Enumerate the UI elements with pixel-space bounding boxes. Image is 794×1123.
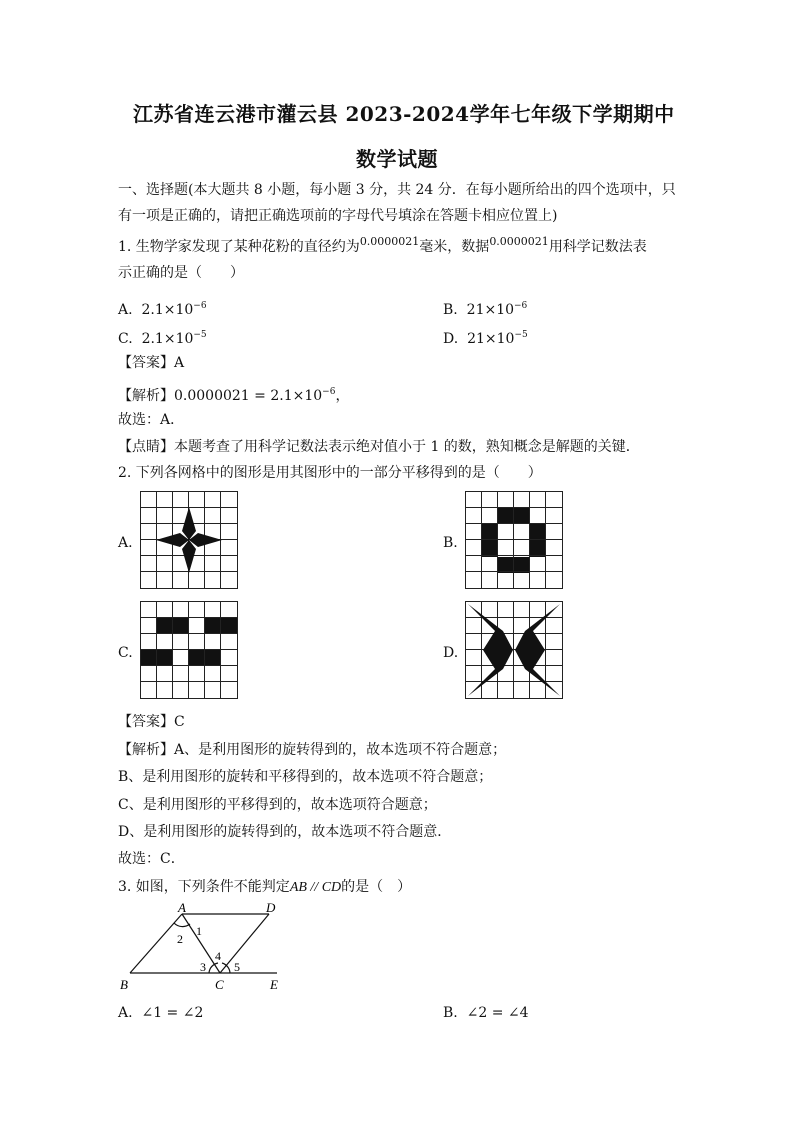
q1-choose: 故选：A．	[118, 412, 185, 428]
q1-option-a-letter: A.	[118, 302, 133, 318]
q1-stem-c: 用科学记数法表	[548, 239, 647, 255]
q3-option-a-text: ∠1 = ∠2	[141, 1005, 204, 1021]
q3-angle-1: 1	[196, 924, 202, 938]
q2-analysis-line1	[118, 740, 506, 760]
q3-label-d: D	[266, 900, 276, 915]
q3-stem	[118, 877, 411, 898]
q3-option-a	[118, 1003, 203, 1023]
q1-analysis-base: 0.0000021 = 2.1×10	[174, 388, 323, 404]
q3-geometry-figure	[112, 900, 302, 992]
section-instructions-line1: 一、选择题(本大题共 8 小题，每小题 3 分，共 24 分．在每小题所给出的四个选项中，只	[118, 182, 676, 198]
q1-option-a	[118, 296, 207, 320]
q1-option-c-letter: C.	[118, 331, 133, 347]
q1-analysis-exp: −6	[322, 387, 336, 397]
q1-option-b-letter: B.	[443, 302, 458, 318]
q2-answer-tag: 【答案】	[118, 714, 174, 730]
q1-stem-b: 毫米，数据	[419, 239, 490, 255]
q1-option-d-letter: D.	[443, 331, 459, 347]
q3-label-b: B	[120, 977, 128, 992]
q3-angle-3: 3	[200, 960, 206, 974]
q3-label-a: A	[178, 900, 186, 915]
q1-stem-line2: 示正确的是（ ）	[118, 265, 244, 281]
q2-label-b: B.	[443, 535, 458, 551]
q2-grid-c-figure	[140, 601, 238, 699]
q3-angle-2: 2	[177, 932, 183, 946]
q1-number-2: 0.0000021	[489, 235, 549, 248]
q3-stem-math: AB // CD	[289, 880, 342, 895]
q1-option-d	[443, 325, 528, 349]
q2-analysis-tag: 【解析】	[118, 742, 174, 758]
q1-number-1: 0.0000021	[359, 235, 420, 248]
q2-label-c: C.	[118, 645, 133, 661]
q1-option-d-exp: −5	[514, 330, 528, 340]
q2-analysis-d: D、是利用图形的旋转得到的，故本选项不符合题意．	[118, 824, 452, 840]
q3-label-e: E	[270, 977, 278, 992]
section-instructions-line2: 有一项是正确的，请把正确选项前的字母代号填涂在答题卡相应位置上)	[118, 208, 558, 224]
q2-label-a: A.	[118, 535, 133, 551]
q1-answer-value: A	[174, 355, 185, 371]
q3-stem-b: 的是（ ）	[341, 879, 412, 895]
q2-grid-a-figure	[140, 491, 238, 589]
q1-option-b-base: 21×10	[466, 302, 515, 318]
q1-option-a-base: 2.1×10	[141, 302, 194, 318]
q2-answer	[118, 712, 185, 732]
q3-angle-5: 5	[234, 960, 240, 974]
q3-option-b-text: ∠2 = ∠4	[466, 1005, 529, 1021]
q2-grid-d-figure	[465, 601, 563, 699]
q1-analysis	[118, 382, 349, 406]
q3-option-b	[443, 1003, 529, 1023]
q1-option-c-base: 2.1×10	[141, 331, 194, 347]
q2-analysis-c: C、是利用图形的平移得到的，故本选项符合题意；	[118, 797, 437, 813]
q3-label-c: C	[215, 977, 224, 992]
q2-label-d: D.	[443, 645, 459, 661]
q3-stem-a: 3. 如图，下列条件不能判定	[118, 879, 290, 895]
doc-title-line1: 江苏省连云港市灌云县 2023-2024学年七年级下学期期中	[133, 102, 675, 126]
q1-stem-line1	[118, 237, 647, 258]
q1-option-c	[118, 325, 207, 349]
q1-comment-tag: 【点睛】	[118, 439, 174, 455]
q1-answer-tag: 【答案】	[118, 355, 174, 371]
q1-option-a-exp: −6	[193, 301, 207, 311]
q1-option-d-base: 21×10	[467, 331, 515, 347]
q1-option-b-exp: −6	[514, 301, 528, 311]
q1-option-c-exp: −5	[193, 330, 207, 340]
q3-option-b-letter: B.	[443, 1005, 458, 1021]
q2-analysis-b: B、是利用图形的旋转和平移得到的，故本选项不符合题意；	[118, 769, 493, 785]
q2-analysis-a: A、是利用图形的旋转得到的，故本选项不符合题意；	[174, 742, 507, 758]
q2-stem: 2. 下列各网格中的图形是用其图形中的一部分平移得到的是（ ）	[118, 465, 542, 481]
q1-comment	[118, 437, 640, 457]
q1-analysis-tag: 【解析】	[118, 388, 174, 404]
doc-title-line2: 数学试题	[356, 147, 438, 171]
q1-analysis-end: ，	[335, 388, 350, 404]
q1-option-b	[443, 296, 527, 320]
q3-angle-4: 4	[215, 949, 221, 963]
q1-comment-text: 本题考查了用科学记数法表示绝对值小于 1 的数，熟知概念是解题的关键．	[174, 439, 640, 455]
q1-answer	[118, 353, 184, 373]
q2-answer-value: C	[174, 714, 185, 730]
q2-choose: 故选：C．	[118, 851, 185, 867]
q1-stem-a: 1. 生物学家发现了某种花粉的直径约为	[118, 239, 360, 255]
q2-grid-b-figure	[465, 491, 563, 589]
q3-option-a-letter: A.	[118, 1005, 133, 1021]
